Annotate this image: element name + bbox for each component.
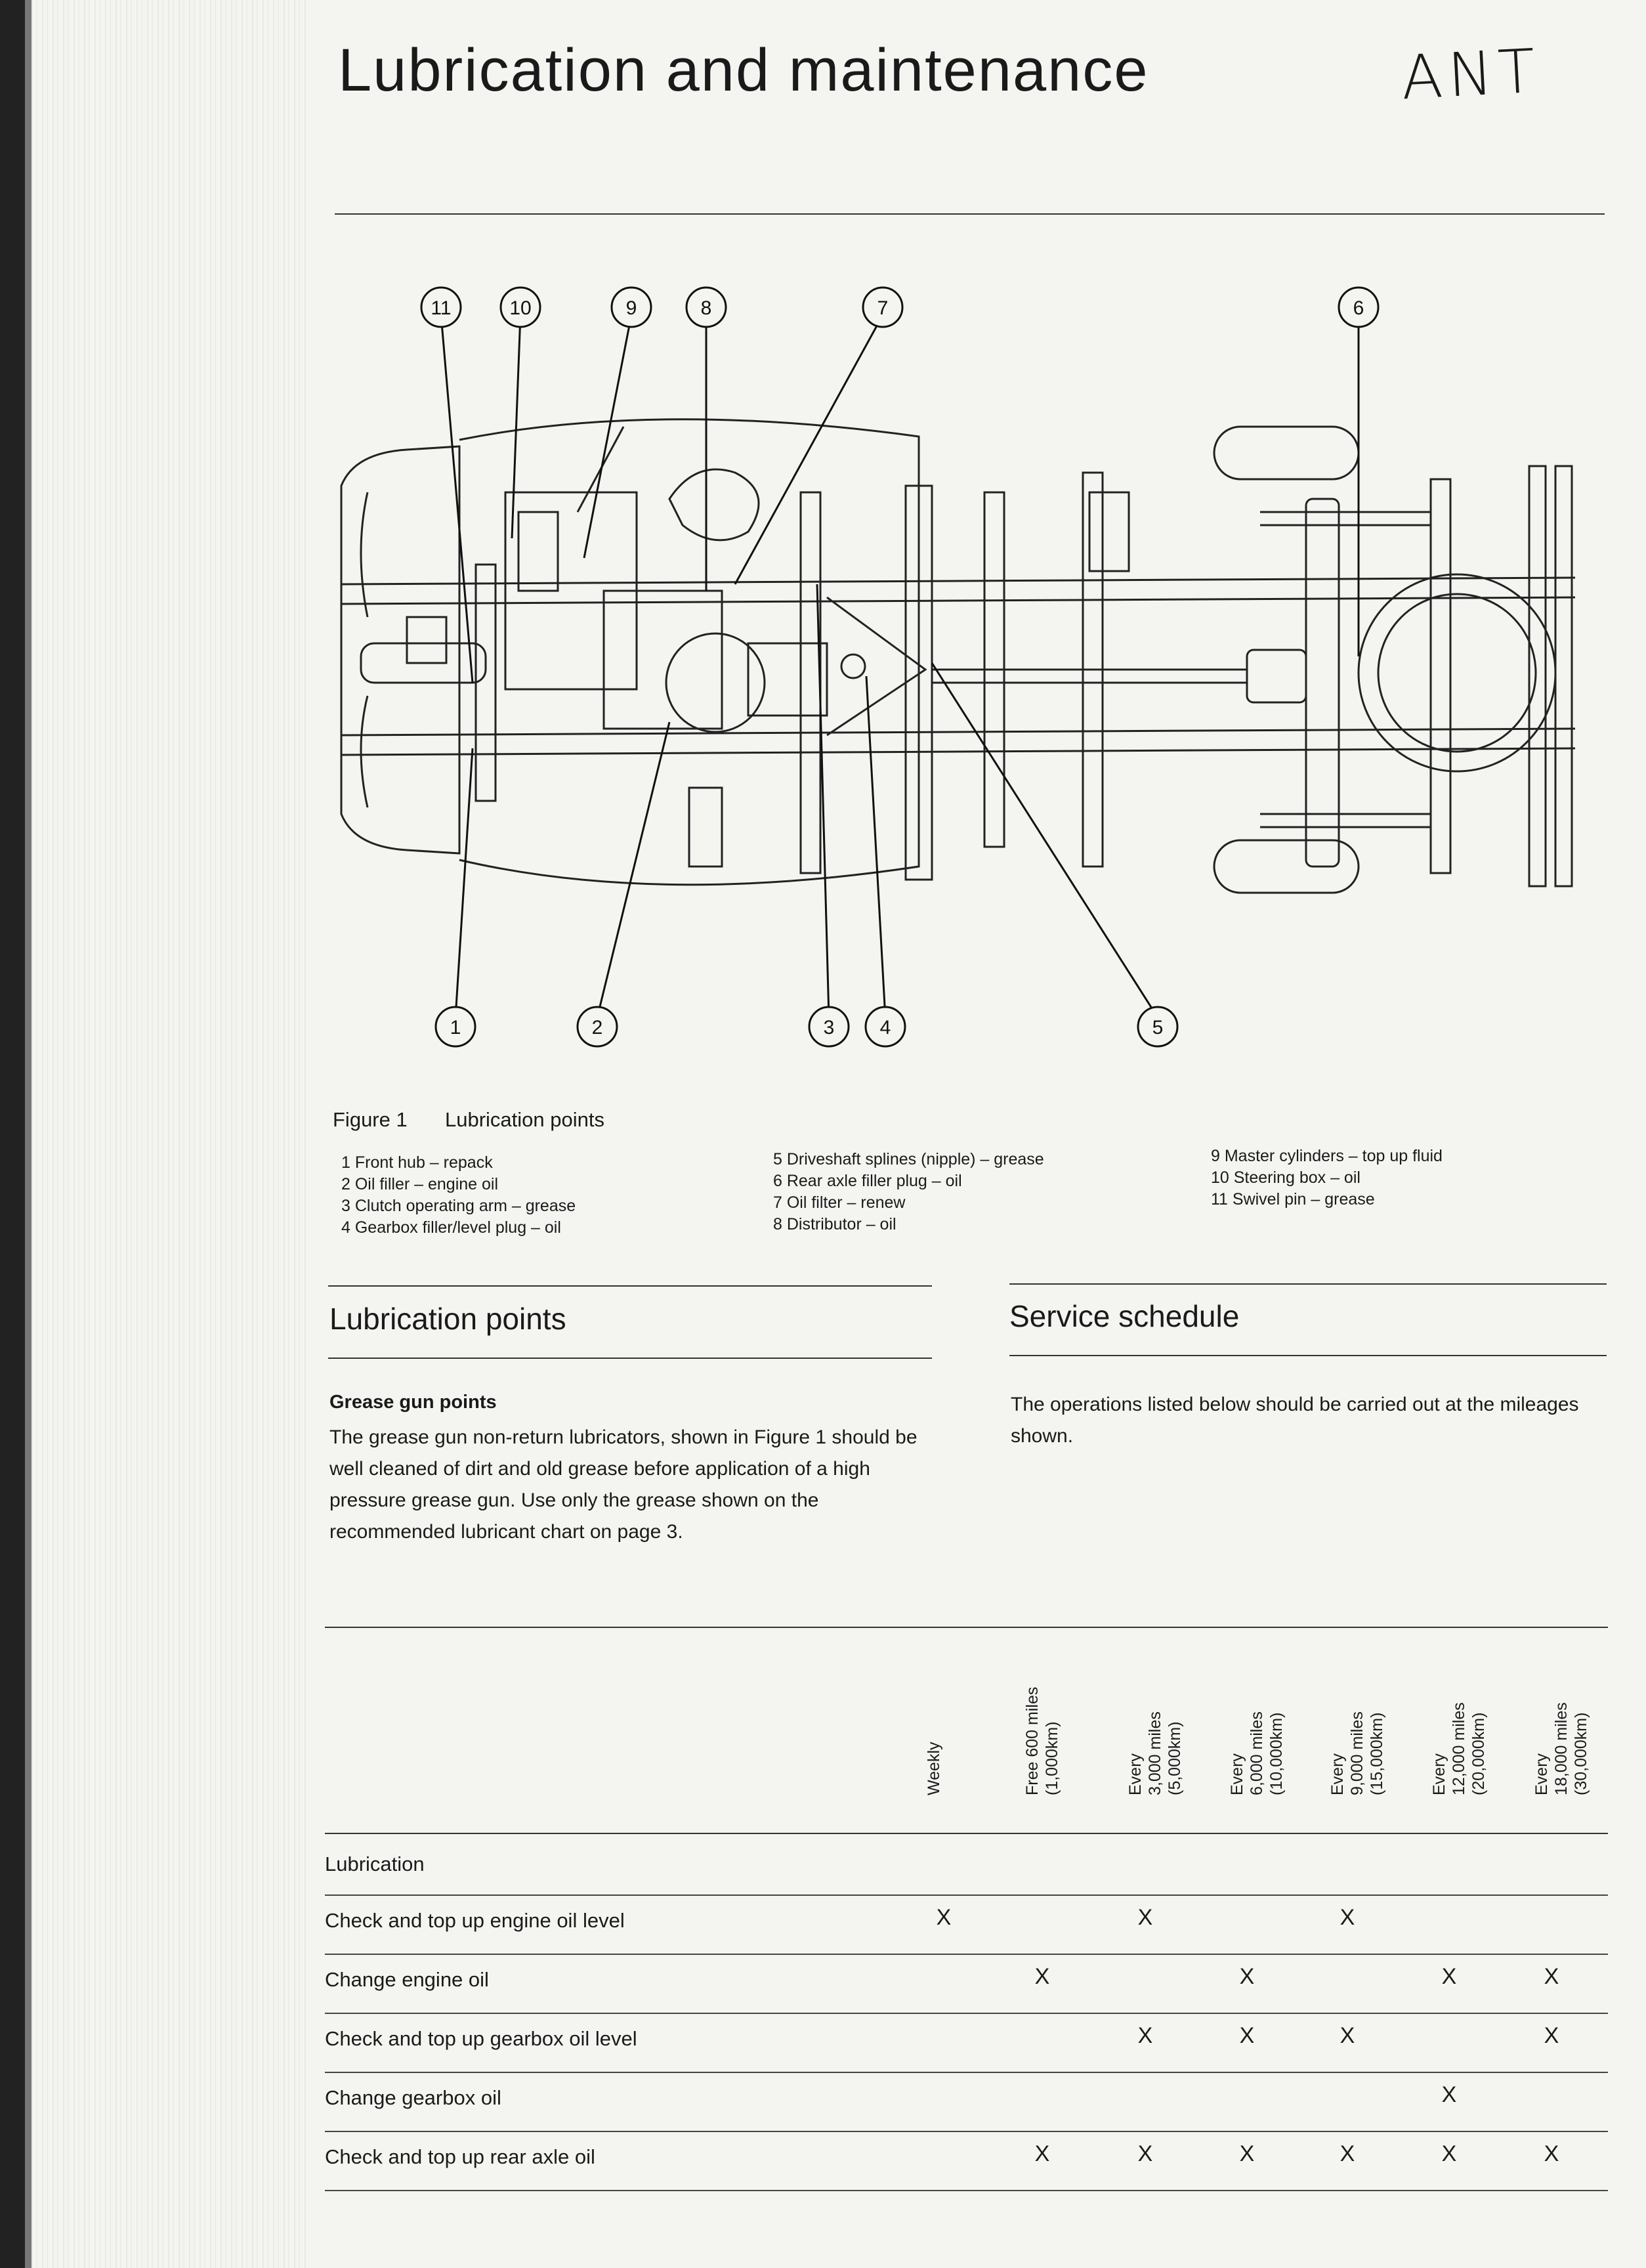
lubrication-points-heading: Lubrication points — [329, 1302, 566, 1336]
schedule-mark: X — [1340, 1905, 1355, 1930]
column-header-line: 12,000 miles — [1450, 1702, 1468, 1795]
schedule-mark: X — [936, 1905, 952, 1930]
schedule-mark: X — [1340, 2023, 1355, 2048]
legend-column-2 — [773, 1149, 1044, 1235]
schedule-top-rule — [1009, 1283, 1607, 1285]
column-header-line: Every — [1532, 1753, 1551, 1795]
legend-item: 8 Distributor – oil — [773, 1215, 897, 1233]
callout-5 — [1138, 1007, 1177, 1046]
schedule-mark: X — [1137, 1905, 1153, 1930]
column-header-line: Weekly — [925, 1742, 943, 1795]
legend-item: 6 Rear axle filler plug – oil — [773, 1172, 962, 1190]
lubrication-top-rule — [328, 1285, 932, 1287]
column-header-6 — [1532, 1702, 1591, 1795]
legend-item: 5 Driveshaft splines (nipple) – grease — [773, 1150, 1044, 1168]
schedule-mark: X — [1340, 2141, 1355, 2166]
table-row-label: Check and top up rear axle oil — [325, 2145, 595, 2168]
lubrication-bottom-rule — [328, 1358, 932, 1359]
header-rule — [335, 213, 1605, 215]
legend-item: 11 Swivel pin – grease — [1211, 1190, 1375, 1209]
legend-column-3 — [1211, 1145, 1443, 1210]
schedule-mark: X — [1544, 2141, 1559, 2166]
callout-7 — [863, 288, 902, 327]
table-row-label: Check and top up gearbox oil level — [325, 2027, 637, 2050]
callout-label-8: 8 — [700, 297, 712, 319]
column-header-line: Every — [1126, 1753, 1145, 1795]
service-schedule-paragraph: The operations listed below should be carried out at the mileages shown. — [1011, 1394, 1579, 1447]
callout-label-4: 4 — [879, 1017, 891, 1038]
grease-gun-subheading: Grease gun points — [329, 1392, 497, 1413]
schedule-mark: X — [1544, 2023, 1559, 2048]
schedule-mark: X — [1034, 1964, 1050, 1989]
column-header-2 — [1126, 1711, 1185, 1795]
schedule-mark: X — [1239, 1964, 1255, 1989]
schedule-mark: X — [1239, 2023, 1255, 2048]
callout-label-9: 9 — [625, 297, 637, 319]
row-divider — [325, 1954, 1608, 1955]
grease-gun-paragraph: The grease gun non-return lubricators, shown in Figure 1 should be well cleaned of dirt and old grease before application of a high pressure grease gun. Use only the grease shown on the recommended lubricant chart on page 3. — [329, 1426, 918, 1543]
callout-1 — [436, 1007, 475, 1046]
legend-item: 7 Oil filter – renew — [773, 1193, 906, 1212]
table-top-rule — [325, 1627, 1608, 1628]
schedule-mark: X — [1441, 1964, 1457, 1989]
column-header-line: Every — [1328, 1753, 1347, 1795]
callout-9 — [612, 288, 651, 327]
column-header-line: 9,000 miles — [1348, 1711, 1366, 1795]
callout-label-7: 7 — [877, 297, 889, 319]
column-header-line: (20,000km) — [1469, 1712, 1488, 1795]
schedule-mark: X — [1544, 1964, 1559, 1989]
table-row-label: Change gearbox oil — [325, 2086, 501, 2109]
row-divider — [325, 2072, 1608, 2073]
callout-label-5: 5 — [1152, 1017, 1164, 1038]
column-header-line: Every — [1430, 1753, 1448, 1795]
table-row-label: Change engine oil — [325, 1968, 489, 1991]
callout-label-1: 1 — [450, 1017, 461, 1038]
schedule-mark: X — [1137, 2023, 1153, 2048]
callout-label-3: 3 — [823, 1017, 835, 1038]
column-header-3 — [1227, 1711, 1286, 1795]
schedule-mark: X — [1441, 2082, 1457, 2107]
table-header-rule — [325, 1833, 1608, 1834]
column-header-line: 6,000 miles — [1248, 1711, 1266, 1795]
legend-item: 9 Master cylinders – top up fluid — [1211, 1147, 1443, 1165]
callout-label-10: 10 — [509, 297, 532, 319]
schedule-mark: X — [1137, 2141, 1153, 2166]
row-divider — [325, 2013, 1608, 2014]
figure-number: Figure 1 — [333, 1108, 408, 1131]
service-schedule-heading: Service schedule — [1009, 1299, 1240, 1333]
column-header-1 — [1023, 1687, 1062, 1795]
column-header-5 — [1429, 1702, 1488, 1795]
figure-title: Lubrication points — [444, 1108, 604, 1131]
callout-4 — [866, 1007, 905, 1046]
callout-6 — [1339, 288, 1378, 327]
column-header-line: (30,000km) — [1572, 1712, 1590, 1795]
page-title: Lubrication and maintenance — [338, 37, 1149, 104]
scan-grain — [32, 0, 307, 2268]
figure-caption — [333, 1108, 604, 1132]
schedule-mark: X — [1034, 2141, 1050, 2166]
column-header-0 — [924, 1742, 944, 1795]
table-section-lubrication: Lubrication — [325, 1852, 425, 1875]
callout-label-11: 11 — [431, 297, 452, 319]
legend-column-1 — [341, 1152, 576, 1239]
schedule-mark: X — [1441, 2141, 1457, 2166]
schedule-bottom-rule — [1009, 1355, 1607, 1356]
column-header-line: (10,000km) — [1267, 1712, 1286, 1795]
legend-item: 10 Steering box – oil — [1211, 1168, 1361, 1187]
callout-8 — [686, 288, 726, 327]
legend-item: 4 Gearbox filler/level plug – oil — [341, 1218, 561, 1237]
column-header-line: (1,000km) — [1043, 1721, 1061, 1795]
legend-item: 1 Front hub – repack — [341, 1153, 493, 1172]
callout-11 — [421, 288, 461, 327]
schedule-mark: X — [1239, 2141, 1255, 2166]
callout-10 — [501, 288, 540, 327]
column-header-line: 3,000 miles — [1146, 1711, 1164, 1795]
scan-edge-shadow — [25, 0, 32, 2268]
row-divider — [325, 2131, 1608, 2132]
chassis-diagram — [328, 276, 1614, 1057]
scan-edge — [0, 0, 25, 2268]
row-divider — [325, 2190, 1608, 2191]
callout-label-6: 6 — [1353, 297, 1364, 319]
callout-2 — [578, 1007, 617, 1046]
column-header-line: 18,000 miles — [1552, 1702, 1571, 1795]
callout-label-2: 2 — [591, 1017, 603, 1038]
column-header-line: Free 600 miles — [1023, 1686, 1042, 1795]
row-divider — [325, 1894, 1608, 1896]
callout-3 — [809, 1007, 849, 1046]
legend-item: 3 Clutch operating arm – grease — [341, 1197, 576, 1215]
column-header-line: Every — [1228, 1753, 1246, 1795]
column-header-4 — [1328, 1711, 1387, 1795]
table-row-label: Check and top up engine oil level — [325, 1909, 625, 1932]
legend-item: 2 Oil filler – engine oil — [341, 1175, 499, 1193]
handwritten-note: ANT — [1399, 35, 1542, 114]
column-header-line: (15,000km) — [1368, 1712, 1386, 1795]
column-header-line: (5,000km) — [1166, 1721, 1184, 1795]
